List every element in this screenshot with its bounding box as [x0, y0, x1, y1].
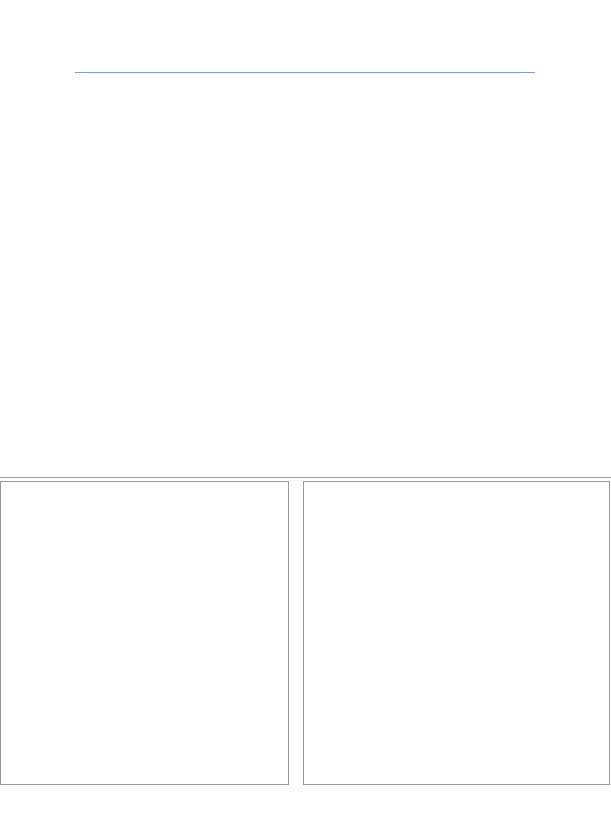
top-title-rule	[75, 72, 535, 73]
bottom-right-table-header	[0, 483, 611, 593]
top-table-body	[0, 179, 611, 419]
top-table-header	[0, 75, 611, 175]
bottom-title-rule	[0, 477, 611, 478]
bottom-right-table-body	[0, 597, 611, 767]
